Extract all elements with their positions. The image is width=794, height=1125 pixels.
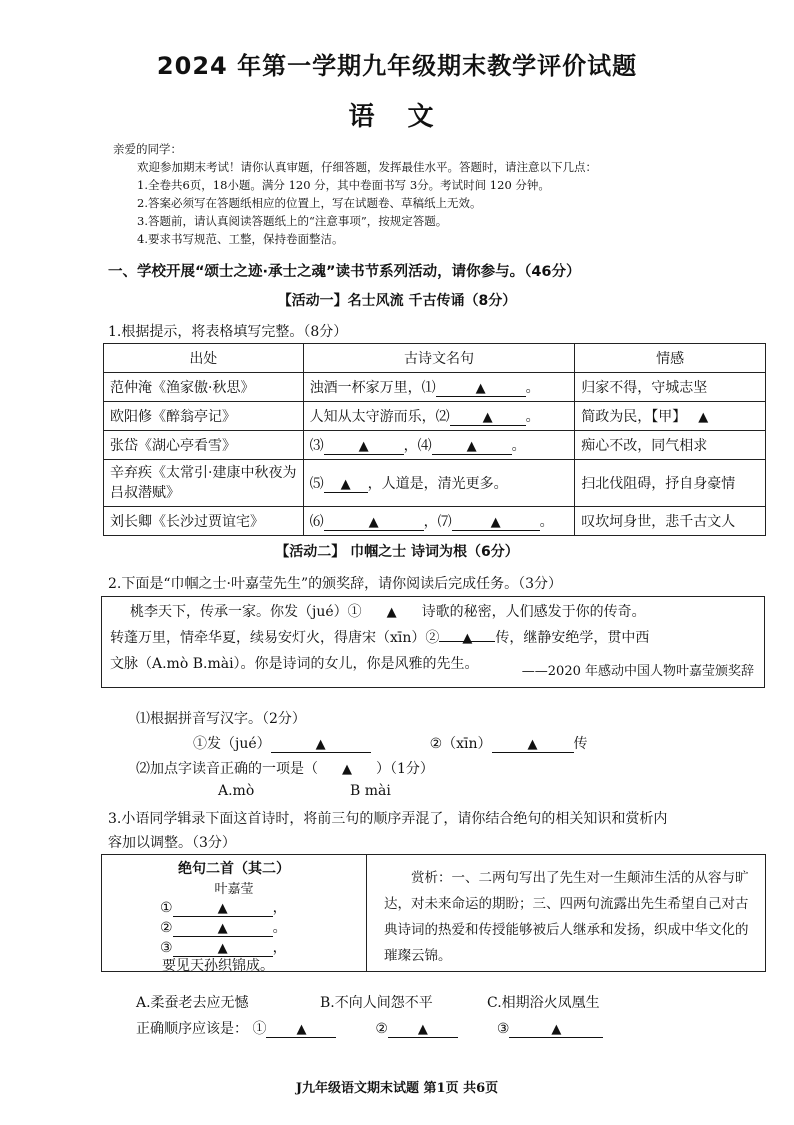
triangle-marker-icon: ▲	[475, 381, 486, 396]
triangle-marker-icon: ▲	[217, 921, 228, 936]
source-cell: 范仲淹《渔家傲·秋思》	[104, 373, 304, 402]
order-number: ②	[375, 1021, 388, 1037]
answer-label: ②（xīn）	[429, 736, 492, 752]
triangle-marker-icon: ▲	[466, 439, 477, 454]
blank-number: ⑴	[421, 380, 436, 396]
verse-text: ，人道是，清光更多。	[367, 476, 508, 492]
triangle-marker-icon: ▲	[315, 737, 326, 752]
speech-signature: ——2020 年感动中国人物叶嘉莹颁奖辞	[521, 664, 754, 679]
emotion-cell: 叹坎坷身世，悲千古文人	[575, 507, 766, 536]
question-2-prompt: 2.下面是“巾帼之士·叶嘉莹先生”的颁奖辞，请你阅读后完成任务。（3分）	[108, 576, 563, 592]
table-row	[104, 460, 766, 507]
triangle-marker-icon: ▲	[217, 901, 228, 916]
answer-blank[interactable]	[324, 476, 368, 493]
poem-title: 绝句二首（其二）	[178, 861, 290, 877]
page-footer: J九年级语文期末试题 第1页 共6页	[295, 1081, 499, 1096]
answer-label: 传	[573, 736, 588, 752]
triangle-marker-icon: ▲	[217, 941, 228, 956]
verse-cell	[303, 460, 575, 507]
poem-line	[160, 917, 287, 937]
answer-blank[interactable]	[173, 900, 273, 917]
triangle-marker-icon: ▲	[358, 439, 369, 454]
speech-text: 转蓬万里，情牵华夏，续易安灯火，得唐宋（xīn）②	[110, 630, 440, 646]
verse-cell	[303, 373, 575, 402]
triangle-marker-icon: ▲	[386, 605, 397, 620]
speech-line: 文脉（A.mò B.mài）。你是诗词的女儿，你是风雅的先生。	[110, 656, 479, 672]
notice-item: 2.答案必须写在答题纸相应的位置上，写在试题卷、草稿纸上无效。	[137, 196, 482, 210]
column-header: 情感	[575, 344, 766, 373]
triangle-marker-icon: ▲	[417, 1022, 428, 1037]
option-a: A.柔蚕老去应无憾	[136, 995, 249, 1011]
speech-line	[110, 599, 756, 625]
verse-text: 。	[525, 380, 540, 396]
question-3-prompt: 3.小语同学辑录下面这首诗时，将前三句的顺序弄混了，请你结合绝句的相关知识和赏析内	[108, 811, 668, 827]
source-cell: 欧阳修《醉翁亭记》	[104, 402, 304, 431]
poem-author: 叶嘉莹	[214, 882, 254, 897]
option-b: B.不向人间怨不平	[320, 995, 433, 1011]
line-number: ①	[160, 900, 173, 916]
notice-item: 3.答题前，请认真阅读答题纸上的“注意事项”，按规定答题。	[137, 214, 448, 228]
verse-text: 。	[511, 438, 526, 454]
answer-blank[interactable]	[492, 736, 574, 753]
answer-blank[interactable]	[436, 380, 526, 397]
verse-text: ，	[403, 438, 418, 454]
source-cell: 刘长卿《长沙过贾谊宅》	[104, 507, 304, 536]
question-3-prompt-cont: 容加以调整。（3分）	[108, 835, 236, 851]
order-label: 正确顺序应该是：	[136, 1021, 248, 1037]
answer-blank[interactable]	[173, 920, 273, 937]
notice-item: 4.要求书写规范、工整，保持卷面整洁。	[137, 232, 344, 246]
answer-blank[interactable]	[686, 409, 720, 425]
blank-number: ⑵	[435, 409, 450, 425]
notice-intro: 欢迎参加期末考试！请你认真审题，仔细答题，发挥最佳水平。答题时，请注意以下几点：	[137, 160, 597, 174]
verse-text: ，	[423, 514, 438, 530]
speech-text: 桃李天下，传承一家。你发（jué）①	[130, 604, 362, 620]
blank-number: ⑹	[309, 514, 324, 530]
poetry-table	[103, 343, 766, 536]
answer-blank[interactable]	[432, 438, 512, 455]
order-number: ③	[496, 1021, 510, 1037]
order-number: ①	[252, 1021, 267, 1037]
triangle-marker-icon: ▲	[340, 477, 351, 492]
poem-punct: ，	[272, 940, 287, 956]
emotion-cell: 痴心不改，同气相求	[575, 431, 766, 460]
blank-number: ⑺	[437, 514, 452, 530]
triangle-marker-icon: ▲	[482, 410, 493, 425]
line-number: ②	[160, 920, 173, 936]
answer-blank[interactable]	[439, 625, 495, 646]
source-cell: 张岱《湖心亭看雪》	[104, 431, 304, 460]
table-row	[104, 507, 766, 536]
triangle-marker-icon: ▲	[368, 515, 379, 530]
answer-blank[interactable]	[266, 1021, 336, 1038]
answer-blank[interactable]	[318, 761, 376, 777]
award-speech-box	[101, 596, 765, 688]
poem-panel	[102, 855, 367, 974]
answer-blank[interactable]	[271, 736, 371, 753]
answer-label: ①发（jué）	[193, 736, 271, 752]
column-header: 出处	[104, 344, 304, 373]
poem-line	[160, 937, 287, 957]
option-b: B mài	[350, 783, 391, 799]
answer-blank[interactable]	[450, 409, 526, 426]
blank-number: ⑸	[309, 476, 324, 492]
emotion-cell: 扫北伐阻碍，抒自身豪情	[575, 460, 766, 507]
verse-cell	[303, 402, 575, 431]
question-1-prompt: 1.根据提示，将表格填写完整。（8分）	[108, 324, 348, 340]
exam-title: 2024 年第一学期九年级期末教学评价试题	[156, 52, 638, 80]
answer-blank[interactable]	[324, 514, 424, 531]
sub-question-2	[136, 758, 434, 778]
answer-blank[interactable]	[324, 438, 404, 455]
blank-number: ⑶	[309, 438, 324, 454]
blank-number: ⑷	[417, 438, 432, 454]
emotion-text: 简政为民，【甲】	[581, 409, 687, 425]
appreciation-text: 赏析：一、二两句写出了先生对一生颠沛生活的从容与旷达，对未来命运的期盼；三、四两句流露出先生希望自己对古典诗词的热爱和传授能够被后人继承和发扬，织成中华文化的璀璨云锦。	[384, 870, 749, 964]
verse-cell	[303, 507, 575, 536]
poem-last-line: 要见天孙织锦成。	[162, 958, 274, 974]
verse-text: 。	[539, 514, 554, 530]
table-row	[104, 402, 766, 431]
notice-greeting: 亲爱的同学：	[113, 142, 182, 156]
activity-one-heading: 【活动一】名士风流 千古传诵（8分）	[277, 293, 517, 309]
triangle-marker-icon: ▲	[527, 737, 538, 752]
line-number: ③	[160, 940, 173, 956]
question-text: ）（1分）	[376, 761, 434, 777]
triangle-marker-icon: ▲	[462, 631, 473, 646]
verse-cell	[303, 431, 575, 460]
triangle-marker-icon: ▲	[296, 1022, 307, 1037]
verse-text: 人知从太守游而乐，	[309, 409, 436, 425]
sub-question-1: ⑴根据拼音写汉字。（2分）	[136, 711, 306, 727]
triangle-marker-icon: ▲	[342, 762, 352, 777]
notice-item: 1.全卷共6页，18小题。满分 120 分，其中卷面书写 3分。考试时间 120 分钟。	[137, 178, 550, 192]
table-header-row	[104, 344, 766, 373]
speech-text: 诗歌的秘密，人们感发于你的传奇。	[421, 604, 646, 620]
exam-notice	[113, 140, 597, 248]
answer-blank[interactable]	[362, 599, 422, 620]
subject-title: 语 文	[348, 102, 446, 132]
verse-text: 浊酒一杯家万里，	[309, 380, 422, 396]
poem-box	[101, 854, 766, 972]
triangle-marker-icon: ▲	[698, 410, 709, 425]
order-answer-row	[136, 1018, 603, 1038]
emotion-cell: 归家不得，守城志坚	[575, 373, 766, 402]
emotion-cell	[575, 402, 766, 431]
sub-question-1-answers	[193, 733, 588, 753]
poem-line	[160, 897, 287, 917]
verse-text: 。	[525, 409, 540, 425]
triangle-marker-icon: ▲	[490, 515, 501, 530]
activity-two-heading: 【活动二】 巾帼之士 诗词为根（6分）	[275, 544, 519, 560]
option-a: A.mò	[218, 783, 255, 799]
poem-punct: 。	[272, 920, 287, 936]
section-heading: 一、学校开展“颂士之迹·承士之魂”读书节系列活动，请你参与。（46分）	[108, 264, 581, 280]
table-row	[104, 373, 766, 402]
poem-punct: ，	[272, 900, 287, 916]
answer-blank[interactable]	[509, 1021, 603, 1038]
source-cell: 辛弃疾《太常引·建康中秋夜为吕叔潜赋》	[104, 460, 304, 507]
table-row	[104, 431, 766, 460]
question-text: ⑵加点字读音正确的一项是（	[136, 761, 318, 777]
column-header: 古诗文名句	[303, 344, 575, 373]
answer-blank[interactable]	[388, 1021, 458, 1038]
triangle-marker-icon: ▲	[551, 1022, 562, 1037]
speech-text: 传，继静安绝学，贯中西	[495, 630, 650, 646]
speech-line	[110, 625, 756, 651]
answer-blank[interactable]	[452, 514, 540, 531]
option-c: C.相期浴火凤凰生	[487, 995, 600, 1011]
